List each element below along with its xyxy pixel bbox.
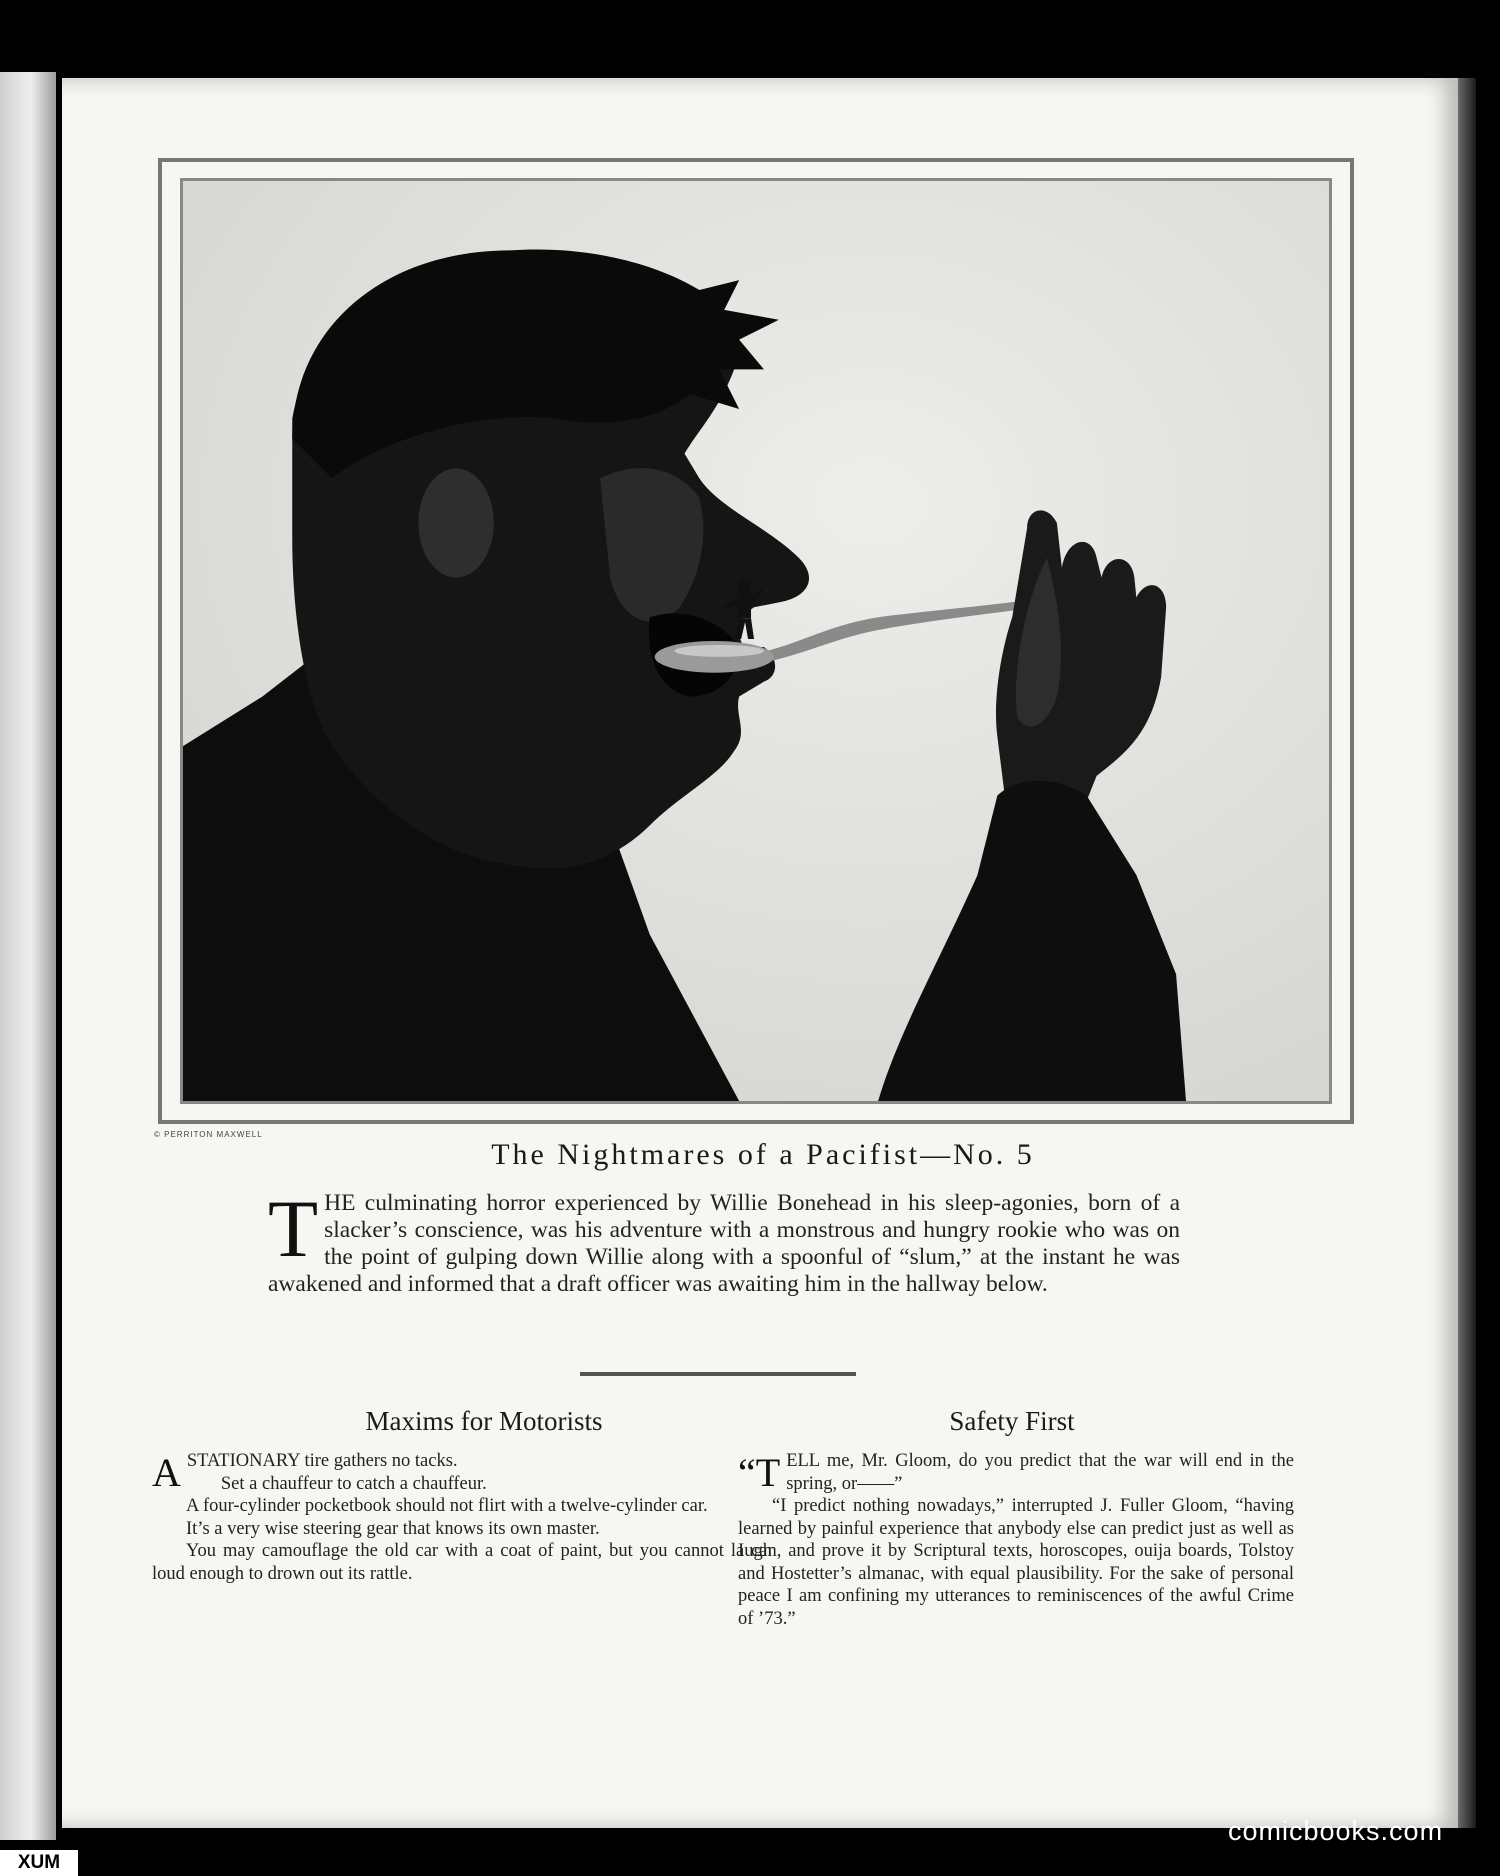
maxims-heading: Maxims for Motorists xyxy=(365,1406,603,1436)
maxims-paragraph: ASTATIONARY tire gathers no tacks. xyxy=(152,1450,458,1495)
article-body xyxy=(268,1183,1180,1298)
drop-cap: A xyxy=(152,1450,181,1495)
photograph xyxy=(183,181,1329,1101)
photo-credit: © PERRITON MAXWELL xyxy=(154,1130,263,1139)
maxims-paragraph: You may camouflage the old car with a coat of paint, but you cannot laugh loud enough to drown out its rattle. xyxy=(152,1541,772,1584)
facing-page-edge xyxy=(0,72,56,1840)
watermark: comicbooks.com xyxy=(1228,1816,1444,1846)
maxims-paragraph: A four-cylinder pocketbook should not flirt with a twelve-cylinder car. xyxy=(186,1496,708,1516)
scan-tag: XUM xyxy=(0,1850,78,1876)
drop-cap: “T xyxy=(738,1450,781,1495)
photo-inner-border xyxy=(180,178,1332,1104)
page-edge-shadow xyxy=(1458,78,1476,1828)
safety-heading: Safety First xyxy=(949,1406,1075,1436)
maxims-column xyxy=(152,1450,772,1585)
article-text: HE culminating horror experienced by Willie Bonehead in his sleep-agonies, born of a slacker’s conscience, was his adventure with a monstrous and hungry rookie who was on the point of gulping down Willie along with a spoonful of “slum,” at the instant he was awakened and informed that a draft officer was awaiting him in the hallway below. xyxy=(268,1190,1180,1297)
drop-cap: T xyxy=(268,1183,319,1274)
photo-frame xyxy=(158,158,1354,1124)
magazine-page xyxy=(62,78,1464,1828)
safety-paragraph: “I predict nothing nowadays,” interrupted J. Fuller Gloom, “having learned by painful experience that anybody else can predict just as well as I can, and prove it by Scriptural texts, horoscopes, ouija boards, Tolstoy and Hostetter’s almanac, with equal plausibility. For the sake of personal peace I am confining my utterances to reminiscences of the awful Crime of ’73.” xyxy=(738,1496,1294,1629)
safety-paragraph: “TELL me, Mr. Gloom, do you predict that the war will end in the spring, or——” xyxy=(738,1450,1294,1495)
ear xyxy=(418,469,493,578)
maxims-paragraph: Set a chauffeur to catch a chauffeur. xyxy=(220,1473,487,1494)
section-divider xyxy=(580,1372,856,1376)
maxims-paragraph: It’s a very wise steering gear that knows its own master. xyxy=(186,1518,600,1539)
safety-column xyxy=(738,1450,1294,1630)
article-title: The Nightmares of a Pacifist—No. 5 xyxy=(491,1138,1035,1171)
